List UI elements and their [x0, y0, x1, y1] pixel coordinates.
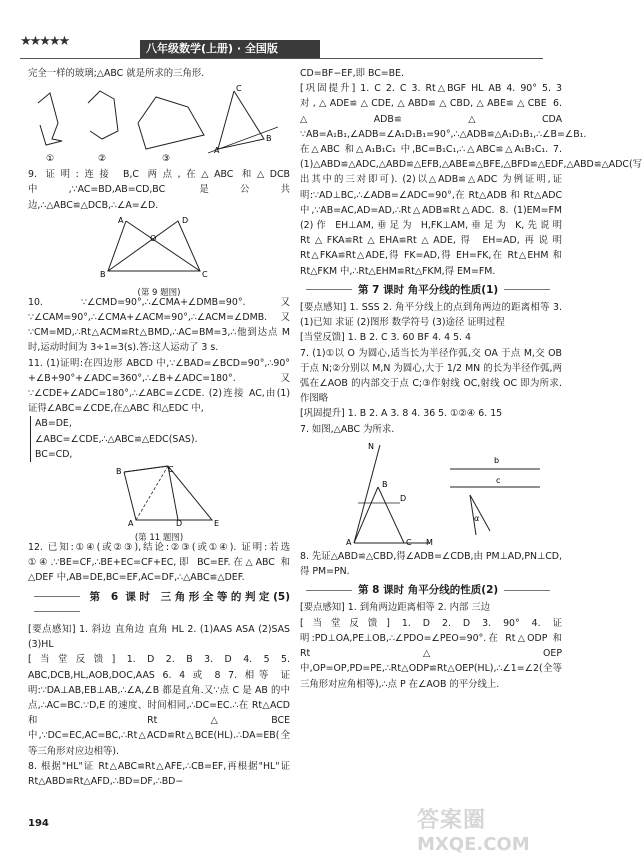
right-column	[300, 66, 642, 692]
section-title: 第 7 课时 角平分线的性质(1)	[358, 283, 499, 296]
figure-9-caption: (第 9 题图)	[137, 288, 181, 299]
key-points: [要点感知] 1. SSS 2. 角平分线上的点到角两边的距离相等 3. (1)已知 求证 (2)图形 数学符号 (3)途径 证明过程	[300, 302, 562, 329]
fig8-point-c: C	[236, 84, 242, 94]
fig7-point-m: M	[426, 537, 433, 547]
answer-9: 9. 证明:连接 B,C 两点,在△ABC 和△DCB 中,∵AC=BD,AB=CD,BC 是公共边,∴△ABC≌△DCB,∴∠A=∠D.	[28, 169, 290, 211]
fig11-point-a: A	[128, 519, 134, 529]
page-number: 194	[28, 818, 49, 829]
left-column	[28, 66, 290, 789]
brace-line: ∠ABC=∠CDE,∴△ABC≌△EDC(SAS).	[35, 433, 198, 445]
fig8-point-a: A	[214, 146, 220, 156]
consolidation: [巩固提升] 1. B 2. A 3. 8 4. 36 5. ①②④ 6. 15	[300, 408, 503, 420]
fig7-point-a: A	[346, 537, 352, 547]
fig7-point-d: D	[400, 493, 407, 503]
figure-lesson-7	[300, 439, 562, 547]
section-heading-lesson-6	[28, 590, 290, 620]
figure-9	[28, 215, 290, 299]
fig8-label-1: ①	[46, 154, 55, 165]
answer-7-figure-note: 7. 如图,△ABC 为所求.	[300, 423, 395, 435]
section-heading-lesson-7	[300, 283, 562, 298]
figure-11-drawing	[28, 464, 290, 529]
in-class-feedback: [当堂反馈] 1. D 2. D 3. 90° 4. 证明:PD⊥OA,PE⊥OB,∴∠PDO=∠PEO=90°.在 Rt△ODP 和 Rt△OEP 中,OP=OP,PD=PE,∴Rt△ODP≌Rt△OEP(HL),∴∠1=∠2(全等三角形对应角相等),∴点 P 在∠AOB 的平分线上.	[300, 617, 562, 690]
brace-line: AB=DE,	[35, 418, 72, 430]
section-title: 第 6 课时 三角形全等的判定(5)	[86, 590, 290, 603]
fig11-point-c: C	[168, 465, 174, 475]
brace-conditions	[30, 416, 198, 462]
section-title: 第 8 课时 角平分线的性质(2)	[358, 584, 499, 597]
fig8-label-2: ②	[98, 154, 107, 165]
figure-11	[28, 464, 290, 544]
fig8-label-3: ③	[162, 154, 171, 165]
fig7-line-c: c	[496, 475, 501, 485]
fig7-point-c: C	[406, 537, 412, 547]
brace-line: BC=CD,	[35, 448, 73, 460]
fig7-point-n: N	[368, 441, 374, 451]
key-points: [要点感知] 1. 斜边 直角边 直角 HL 2. (1)AAS ASA (2)SAS (3)HL	[28, 624, 290, 651]
watermark-url: MXQE.COM	[417, 834, 530, 855]
page-header	[0, 0, 563, 64]
key-points: [要点感知] 1. 到角两边距离相等 2. 内部 三边	[300, 602, 491, 614]
figure-11-caption: (第 11 题图)	[134, 533, 184, 544]
fig7-point-b: B	[382, 479, 388, 489]
answer-11: 11. (1)证明:在四边形 ABCD 中,∵∠BAD=∠BCD=90°,∴90°+∠B+90°+∠ADC=360°,∴∠B+∠ADC=180°.又∵∠CDE+∠ADC=180°,∴∠ABC=∠CDE. (2)连接 AC,由(1)证得∠ABC=∠CDE,在△ABC 和△EDC 中,	[28, 357, 290, 415]
answer-8: 8. 先证△ABD≌△CBD,得∠ADB=∠CDB,由 PM⊥AD,PN⊥CD,得 PM=PN.	[300, 550, 562, 578]
fig9-point-o: O	[150, 233, 157, 243]
figure-8-drawing	[28, 83, 290, 165]
fig11-point-b: B	[116, 467, 122, 477]
answer-text: CD=BF−EF,即 BC=BE.	[300, 68, 404, 79]
answer-12: 12. 已知:①④(或②③),结论:②③(或①④). 证明:若选①④.∵BE=CF,∴BE+EC=CF+EC,即 BC=EF.在△ABC 和△DEF 中,AB=DE,BC=EF,AC=DF,∴△ABC≌△DEF.	[28, 542, 290, 584]
header-rule	[20, 58, 543, 59]
figure-9-drawing	[28, 215, 290, 281]
consolidation: [巩固提升] 1. C 2. C 3. Rt△BGF HL AB 4. 90° 5. 3 对,△ADE≌△CDE,△ABD≌△CBD,△ABE≌△CBE 6. △ADB≌△CDA ∵AB=A₁B₁,∠ADB=∠A₁D₁B₁=90°,∴△ADB≌△A₁D₁B₁,∴∠B=∠B₁.在△ABC 和△A₁B₁C₁ 中,BC=B₁C₁,∴△ABC≌△A₁B₁C₁. 7. (1)△ABD≌△ADC,△ABD≌△EFB,△ABE≌△BFE,△BFD≌△EDF,△ABD≌△ADC(写出其中的三对即可). (2)以△ADB≌△ADC 为例证明,证明:∵AD⊥BC,∴∠ADB=∠ADC=90°,在 Rt△ADB 和 Rt△ADC 中,∵AB=AC,AD=AD,∴Rt△ADB≌Rt△ADC. 8. (1)EM=FM (2)作 EH⊥AM,垂足为 H,FK⊥AM,垂足为 K,先说明 Rt△FKA≌Rt△EHA≌Rt△ADE,得 EH=AD,再说明 Rt△FKA≌Rt△ADE,得 FK=AD,得 EH=FK,在 Rt△EHM 和 Rt△FKM 中,∴Rt△EHM≌Rt△FKM,得 EM=FM.	[300, 83, 642, 277]
section-heading-lesson-8	[300, 583, 562, 598]
watermark-logo	[417, 803, 547, 855]
book-title: 八年级数学(上册) · 全国版	[146, 42, 278, 55]
fig8-point-b: B	[266, 134, 272, 144]
answer-10: 10. ∵∠CMD=90°,∴∠CMA+∠DMB=90°.又∵∠CAM=90°,∴∠CMA+∠ACM=90°,∴∠ACM=∠DMB.又∵CM=MD,∴Rt△ACM≌Rt△BMD,∴AC=BM=3,∴他到达点 M 时,运动时间为 3÷1=3(s).答:这人运动了 3 s.	[28, 296, 290, 354]
stars-decoration: ★★★★★	[20, 34, 69, 49]
answer-8: 8. 根据"HL"证 Rt△ABC≌Rt△AFE,∴CB=EF,再根据"HL"证 Rt△ABD≌Rt△AFD,∴BD=DF,∴BD−	[28, 760, 290, 788]
watermark-text: 答案圈	[417, 808, 487, 833]
answer-7: 7. (1)①以 O 为圆心,适当长为半径作弧,交 OA 于点 M,交 OB 于点 N;②分别以 M,N 为圆心,大于 1/2 MN 的长为半径作弧,两弧在∠AOB 的内部交于点 C;③作射线 OC,射线 OC 即为所求.作图略	[300, 347, 562, 405]
fig7-angle-alpha: α	[474, 513, 480, 523]
in-class-feedback: [当堂反馈] 1. B 2. C 3. 60 BF 4. 4 5. 4	[300, 332, 471, 344]
in-class-feedback: [当堂反馈] 1. D 2. B 3. D 4. 5 5. ABC,DCB,HL,AOB,DOC,AAS 6. 4 或 8 7. 相等 证明:∵DA⊥AB,EB⊥AB,∴∠A,∠B 都是直角.又∵点 C 是 AB 的中点,∴AC=BC.∵D,E 的速度、时间相同,∴DC=EC.∴在 Rt△ACD 和 Rt△BCE 中,∵DC=EC,AC=BC,∴Rt△ACD≌Rt△BCE(HL).∴DA=EB(全等三角形对应边相等).	[28, 654, 290, 757]
fig9-point-d: D	[182, 215, 189, 225]
fig9-point-a: A	[118, 215, 124, 225]
fig9-point-b: B	[100, 269, 106, 279]
fig11-point-d: D	[176, 519, 183, 529]
fig11-point-e: E	[214, 519, 220, 529]
figure-8	[28, 83, 290, 165]
answer-text: 完全一样的玻璃;△ABC 就是所求的三角形.	[28, 68, 205, 79]
fig7-line-b: b	[494, 455, 500, 465]
figure-lesson-7-drawing	[300, 439, 562, 547]
fig9-point-c: C	[202, 269, 208, 279]
